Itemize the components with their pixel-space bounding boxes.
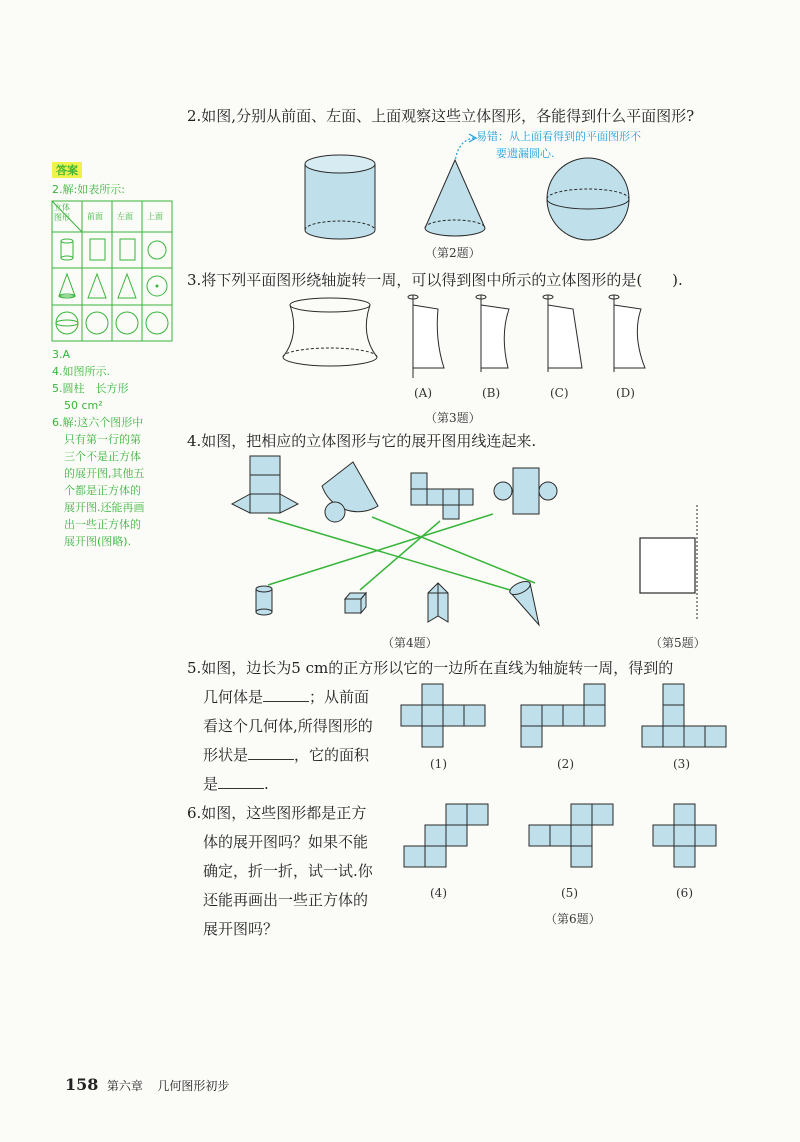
answer-6-l2: 只有第一行的第 <box>64 433 141 446</box>
q3-option-d-label: (D) <box>616 386 635 400</box>
chapter-label: 第六章 <box>106 1079 143 1093</box>
net-6 <box>653 804 716 867</box>
q6-line1: 6.如图，这些图形都是正方 <box>187 804 367 822</box>
q6-label-4: (4) <box>430 886 447 900</box>
q6-line2: 体的展开图吗？如果不能 <box>203 833 369 851</box>
answer-rest <box>52 346 182 550</box>
q6-line4: 还能再画出一些正方体的 <box>203 891 369 909</box>
ans-row3-left-icon <box>116 312 138 334</box>
q5-line3: 看这个几何体,所得图形的 <box>203 717 373 735</box>
ans-row3-top-icon <box>146 312 168 334</box>
answer-6-l5: 个都是正方体的 <box>64 484 141 497</box>
th-solid: 立体图形 <box>54 203 70 222</box>
answer-2: 2.解:如表所示: <box>52 183 125 196</box>
ans-row3-front-icon <box>86 312 108 334</box>
q6-line5: 展开图吗？ <box>203 920 279 938</box>
chapter-title: 几何图形初步 <box>157 1079 230 1093</box>
answer-6-l8: 展开图(图略). <box>64 535 132 548</box>
q5-caption: （第5题） <box>650 636 706 650</box>
q2-note-line2: 要遗漏圆心. <box>496 147 555 160</box>
q5-line2a: 几何体是 <box>203 688 264 706</box>
answer-6-l6: 展开图.还能再画 <box>64 501 145 514</box>
q4-text: 4.如图，把相应的立体图形与它的展开图用线连起来. <box>187 432 537 450</box>
q4-caption: （第4题） <box>382 636 438 650</box>
q5-line4a: 形状是 <box>203 746 249 764</box>
q6-label-6: (6) <box>676 886 693 900</box>
q5-line1: 5.如图，边长为5 cm的正方形以它的一边所在直线为轴旋转一周，得到的 <box>187 659 674 677</box>
ans-row2-left-icon <box>118 274 136 298</box>
q6-label-1: (1) <box>430 757 447 771</box>
page-footer <box>65 1075 229 1094</box>
answer-6-l7: 出一些正方体的 <box>64 518 141 531</box>
q3-option-a-label: (A) <box>414 386 433 400</box>
ans-row1-cylinder-icon <box>61 239 73 260</box>
q5-line5b: . <box>264 775 269 793</box>
page-number: 158 <box>65 1075 99 1094</box>
q6-line3: 确定，折一折，试一试.你 <box>203 862 373 880</box>
ans-row1-top-icon <box>148 241 166 259</box>
q3-option-c-label: (C) <box>550 386 569 400</box>
answer-table <box>0 0 800 400</box>
th-top: 上面 <box>147 212 163 221</box>
ans-row2-front-icon <box>88 274 106 298</box>
answer-4: 4.如图所示. <box>52 365 110 378</box>
q3-option-b-label: (B) <box>482 386 501 400</box>
answer-title: 答案 <box>52 162 82 178</box>
ans-row1-left-icon <box>120 239 135 260</box>
q6-label-5: (5) <box>561 886 578 900</box>
q2-caption: （第2题） <box>425 246 481 260</box>
q2-text: 2.如图,分别从前面、左面、上面观察这些立体图形，各能得到什么平面图形? <box>187 107 695 125</box>
net-5 <box>529 804 613 867</box>
answer-6-l1: 6.解:这六个图形中 <box>52 416 144 429</box>
net-1 <box>401 684 485 747</box>
q6-label-2: (2) <box>557 757 574 771</box>
net-3 <box>642 684 726 747</box>
answer-6-l4: 的展开图,其他五 <box>64 467 145 480</box>
answer-3: 3.A <box>52 348 71 361</box>
q6-caption: （第6题） <box>545 912 601 926</box>
ans-row2-cone-icon <box>59 274 75 298</box>
net-2 <box>521 684 605 747</box>
ans-row3-sphere-icon <box>56 312 78 334</box>
q5-line2b: ；从前面 <box>309 688 370 706</box>
q3-caption: （第3题） <box>425 411 481 425</box>
answer-5-2: 50 cm² <box>64 399 103 412</box>
q2-note-line1: 易错：从上面看得到的平面图形不 <box>476 130 641 143</box>
answer-5-1: 5.圆柱 长方形 <box>52 382 129 395</box>
q5-line4b: ，它的面积 <box>294 746 370 764</box>
net-4 <box>404 804 488 867</box>
q5-line5a: 是 <box>203 775 219 793</box>
ans-row2-top-icon <box>147 276 167 296</box>
q6-label-3: (3) <box>673 757 690 771</box>
th-front: 前面 <box>87 212 103 221</box>
q3-text: 3.将下列平面图形绕轴旋转一周，可以得到图中所示的立体图形的是( ). <box>187 271 683 289</box>
ans-row1-front-icon <box>90 239 105 260</box>
th-left: 左面 <box>117 212 133 221</box>
answer-6-l3: 三个不是正方体 <box>64 450 141 463</box>
